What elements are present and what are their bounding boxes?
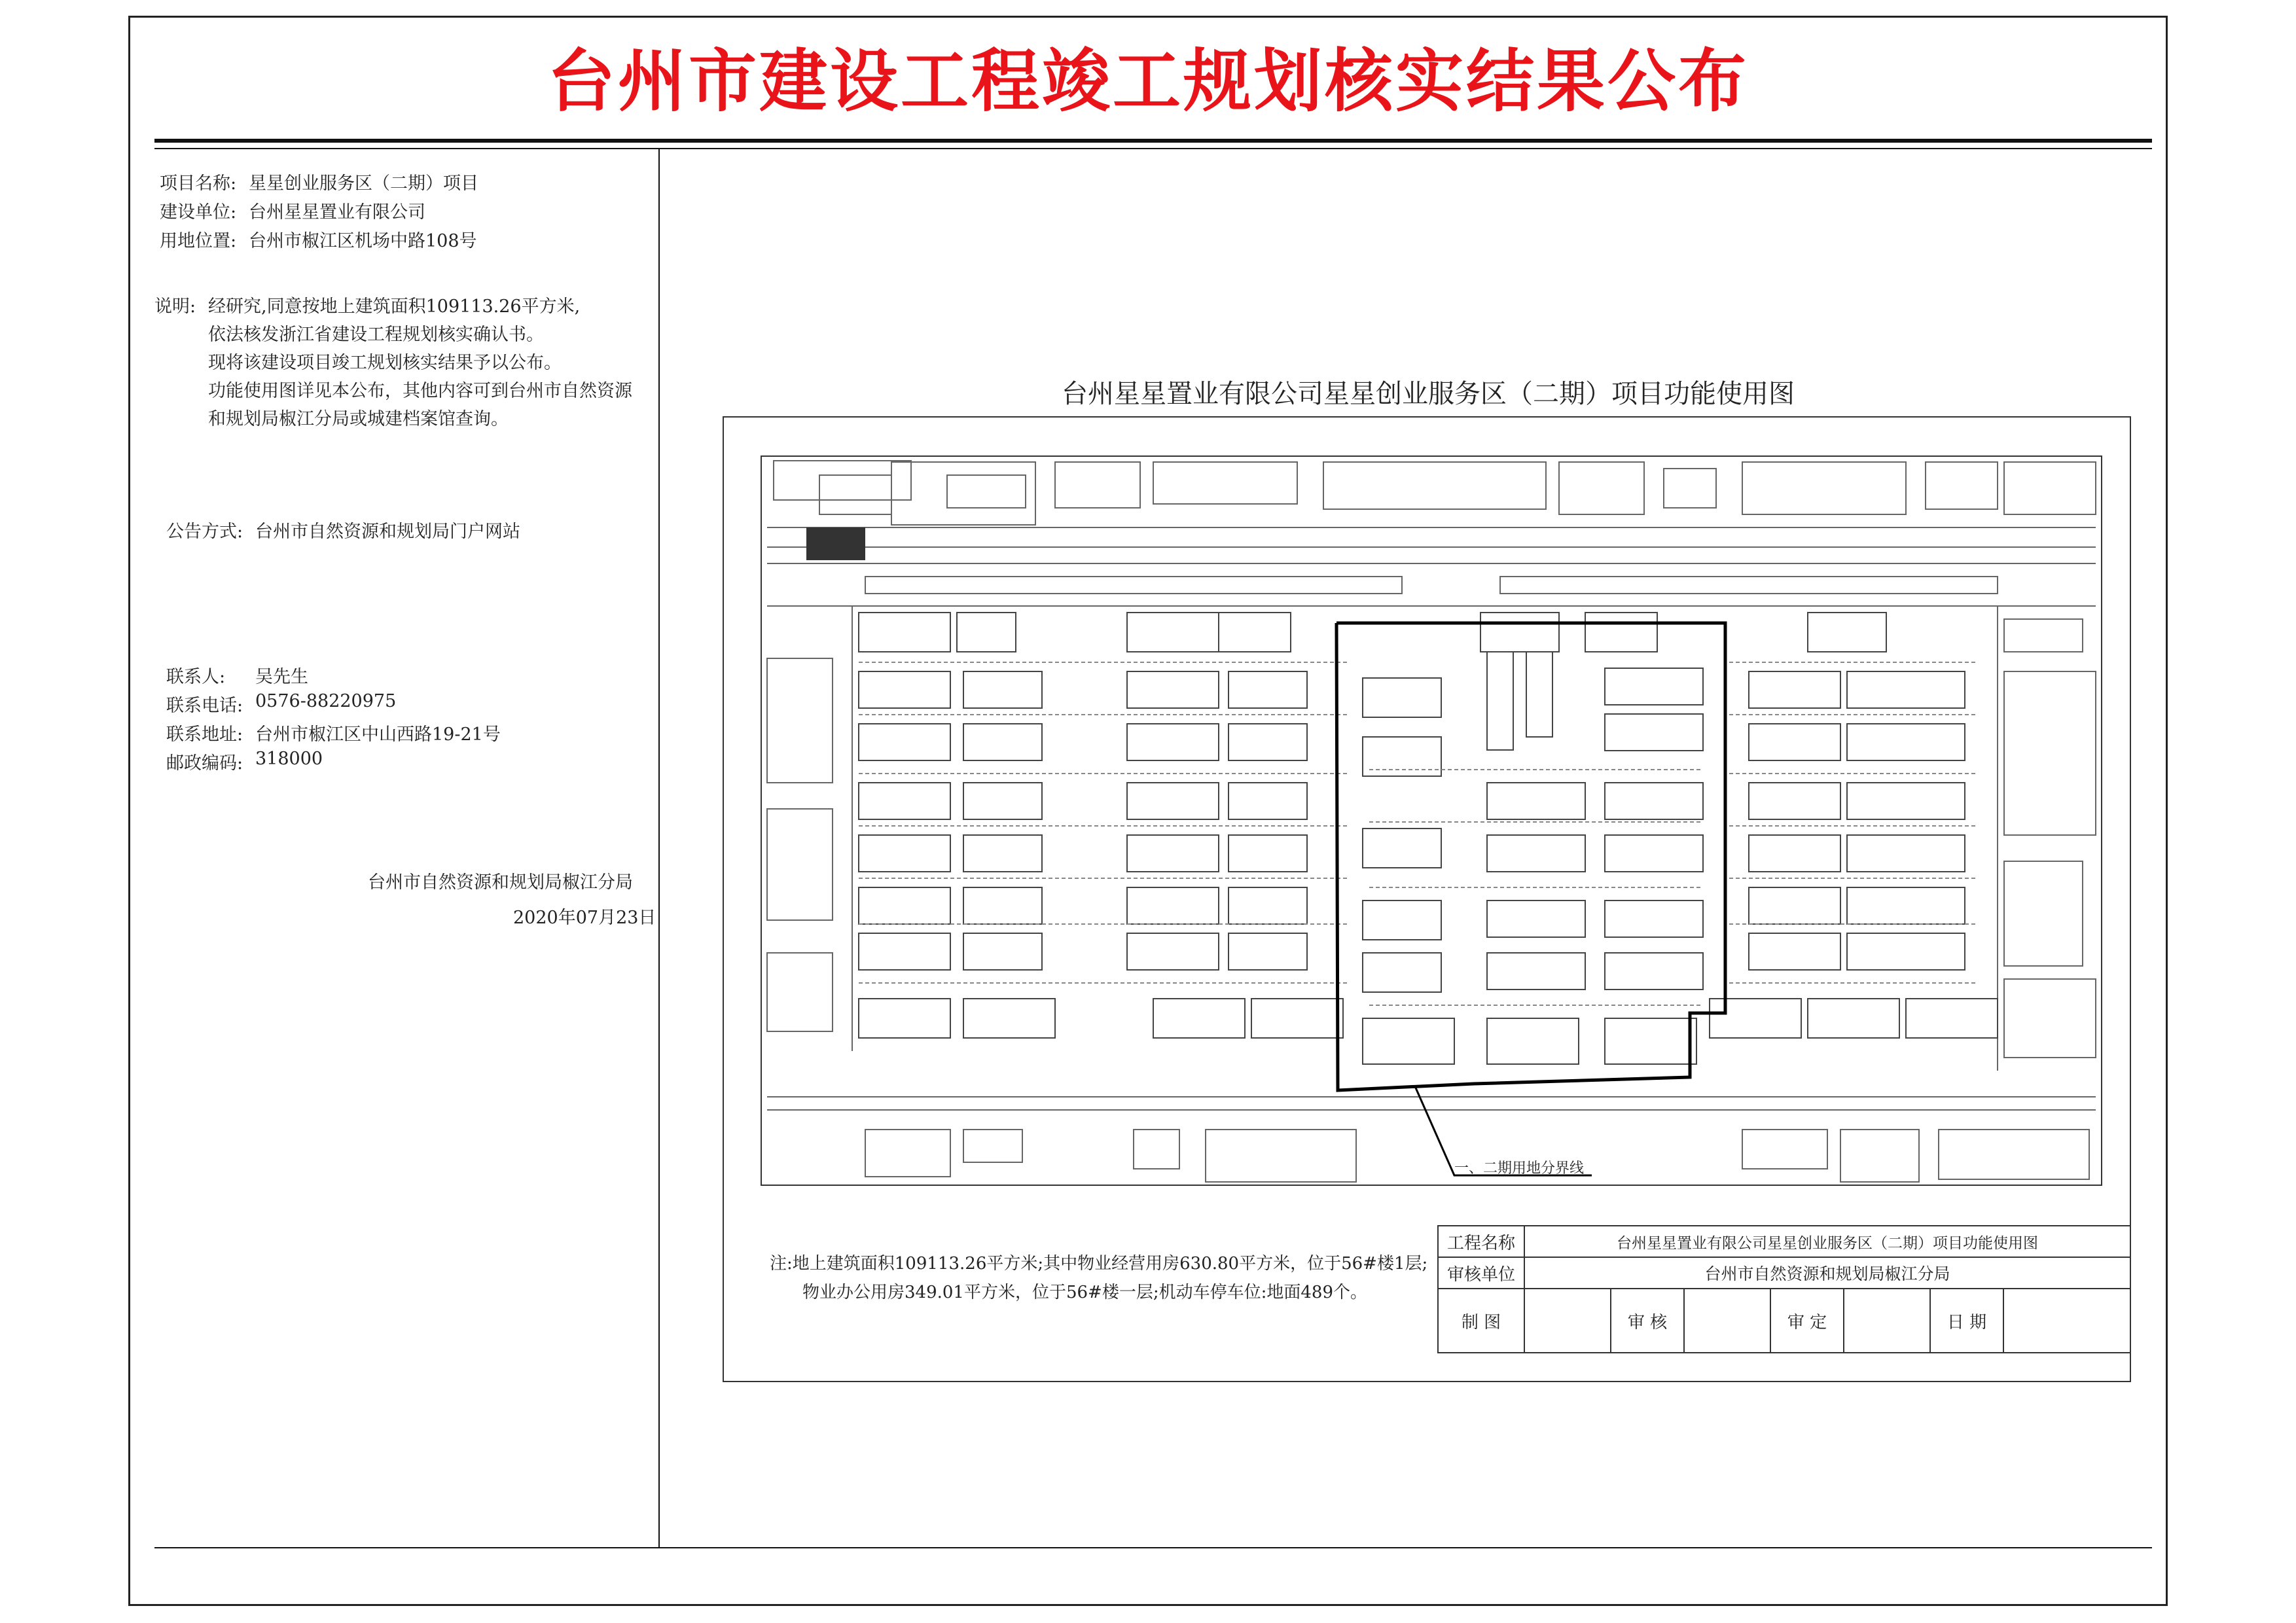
left-column-divider xyxy=(658,149,660,1547)
project-name-label: 项目名称: xyxy=(160,173,237,194)
site-label: 用地位置: xyxy=(160,231,237,251)
issuer-org: 台州市自然资源和规划局椒江分局 xyxy=(368,872,633,893)
explanation-line-3: 现将该建设项目竣工规划核实结果予以公布。 xyxy=(208,353,562,373)
tb-approve-label: 审 定 xyxy=(1770,1289,1844,1353)
announce-label: 公告方式: xyxy=(166,522,243,542)
explanation-line-5: 和规划局椒江分局或城建档案馆查询。 xyxy=(208,409,509,429)
tb-draw-value xyxy=(1524,1289,1611,1353)
contact-person-label: 联系人: xyxy=(166,667,226,687)
explanation-line-2: 依法核发浙江省建设工程规划核实确认书。 xyxy=(208,325,544,345)
project-name-value: 星星创业服务区（二期）项目 xyxy=(249,173,478,194)
drawing-note-line-2: 物业办公用房349.01平方米，位于56#楼一层;机动车停车位:地面489个。 xyxy=(802,1283,1367,1302)
tb-check-value xyxy=(1684,1289,1770,1353)
explanation-label: 说明: xyxy=(154,296,196,317)
bottom-rule xyxy=(154,1547,2152,1548)
builder-label: 建设单位: xyxy=(160,202,237,223)
tb-approve-value xyxy=(1844,1289,1930,1353)
contact-address-value: 台州市椒江区中山西路19-21号 xyxy=(255,724,501,745)
issuer-date: 2020年07月23日 xyxy=(513,908,656,928)
title-rule-thin xyxy=(154,148,2152,149)
tb-review-label: 审核单位 xyxy=(1438,1257,1524,1289)
contact-person-value: 吴先生 xyxy=(255,667,308,687)
contact-zip-value: 318000 xyxy=(255,749,323,769)
tb-date-label: 日 期 xyxy=(1930,1289,2003,1353)
title-block xyxy=(1437,1225,2131,1353)
contact-zip-label: 邮政编码: xyxy=(166,753,243,774)
drawing-note-line-1: 注:地上建筑面积109113.26平方米;其中物业经营用房630.80平方米，位于56#楼1层; xyxy=(770,1254,1428,1274)
explanation-line-4: 功能使用图详见本公布，其他内容可到台州市自然资源 xyxy=(208,381,632,401)
tb-review-value: 台州市自然资源和规划局椒江分局 xyxy=(1524,1257,2130,1289)
page-title: 台州市建设工程竣工规划核实结果公布 xyxy=(547,41,1749,121)
tb-project-value: 台州星星置业有限公司星星创业服务区（二期）项目功能使用图 xyxy=(1524,1226,2130,1257)
builder-value: 台州星星置业有限公司 xyxy=(249,202,425,223)
site-value: 台州市椒江区机场中路108号 xyxy=(249,231,477,251)
contact-phone-value: 0576-88220975 xyxy=(255,691,397,711)
tb-date-value xyxy=(2003,1289,2130,1353)
site-plan xyxy=(761,455,2102,1186)
title-rule-thick xyxy=(154,139,2152,143)
tb-project-label: 工程名称 xyxy=(1438,1226,1524,1257)
contact-phone-label: 联系电话: xyxy=(166,696,243,716)
announce-value: 台州市自然资源和规划局门户网站 xyxy=(255,522,520,542)
boundary-label: 一、二期用地分界线 xyxy=(1454,1160,1585,1177)
contact-address-label: 联系地址: xyxy=(166,724,243,745)
tb-check-label: 审 核 xyxy=(1611,1289,1684,1353)
north-dark-block xyxy=(806,527,865,560)
explanation-line-1: 经研究,同意按地上建筑面积109113.26平方米, xyxy=(208,296,581,317)
drawing-title: 台州星星置业有限公司星星创业服务区（二期）项目功能使用图 xyxy=(1062,379,1795,409)
tb-draw-label: 制 图 xyxy=(1438,1289,1524,1353)
